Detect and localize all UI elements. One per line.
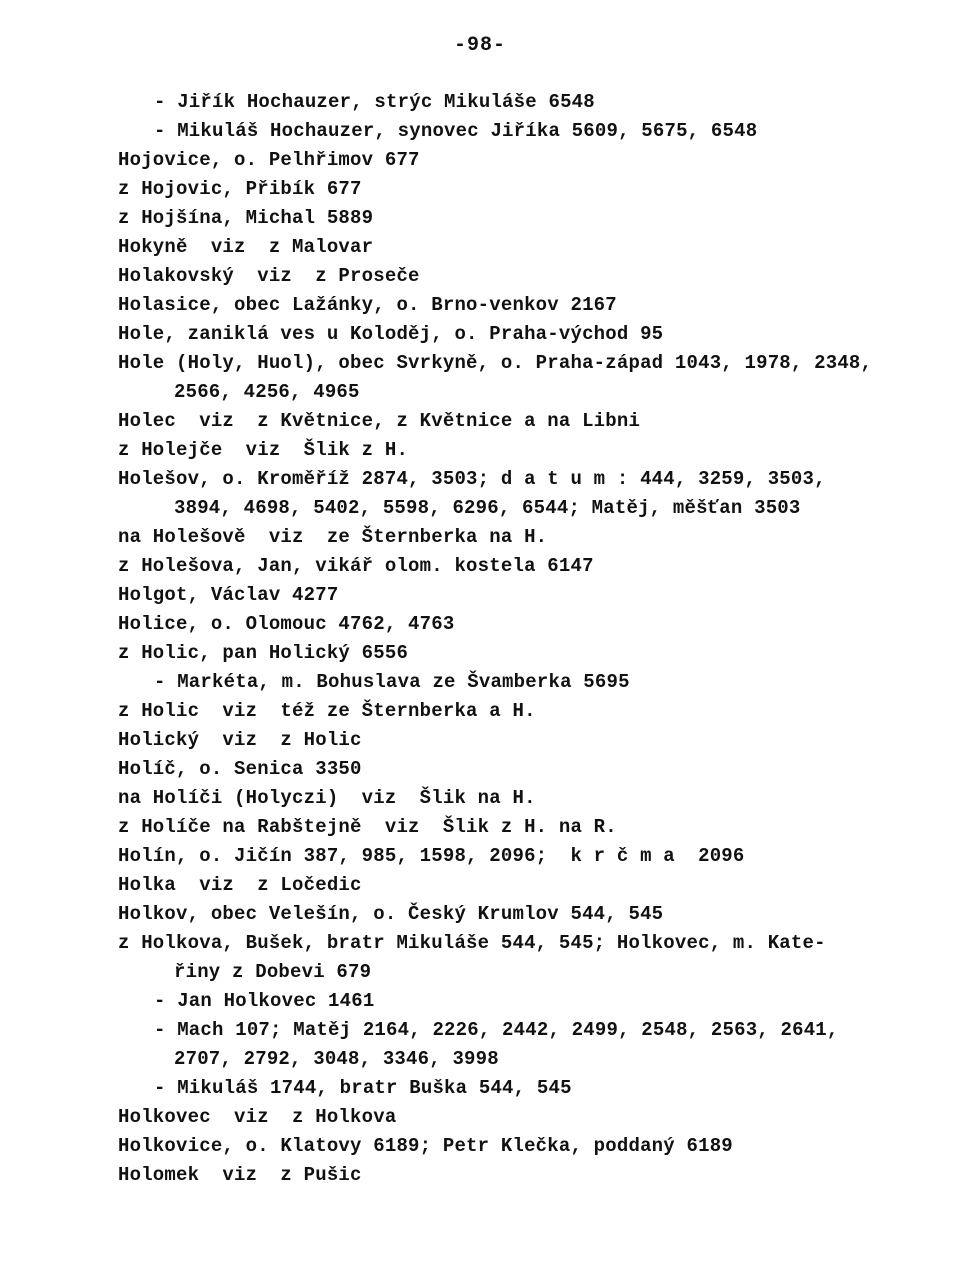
index-line: 3894, 4698, 5402, 5598, 6296, 6544; Matěj, měšťan 3503 [174, 497, 801, 519]
index-line: z Holic viz též ze Šternberka a H. [118, 700, 536, 722]
index-line: na Holíči (Holyczi) viz Šlik na H. [118, 787, 536, 809]
index-line: z Holic, pan Holický 6556 [118, 642, 409, 664]
index-line: na Holešově viz ze Šternberka na H. [118, 526, 548, 548]
index-line: Hole, zaniklá ves u Koloděj, o. Praha-východ 95 [118, 323, 664, 345]
index-line: Holka viz z Ločedic [118, 874, 362, 896]
index-line: Holkovice, o. Klatovy 6189; Petr Klečka, poddaný 6189 [118, 1135, 733, 1157]
index-line: z Holíče na Rabštejně viz Šlik z H. na R. [118, 816, 617, 838]
index-line: Holín, o. Jičín 387, 985, 1598, 2096; k r č m a 2096 [118, 845, 745, 867]
index-line: - Mikuláš 1744, bratr Buška 544, 545 [154, 1077, 572, 1099]
index-line: z Holešova, Jan, vikář olom. kostela 6147 [118, 555, 594, 577]
index-line: Holíč, o. Senica 3350 [118, 758, 362, 780]
index-line: - Mikuláš Hochauzer, synovec Jiříka 5609, 5675, 6548 [154, 120, 758, 142]
index-line: Holický viz z Holic [118, 729, 362, 751]
page-number: -98- [453, 34, 506, 57]
index-line: - Markéta, m. Bohuslava ze Švamberka 5695 [154, 671, 630, 693]
index-line: Hokyně viz z Malovar [118, 236, 374, 258]
index-line: Holkovec viz z Holkova [118, 1106, 397, 1128]
index-entries [118, 88, 918, 1190]
index-line: Holešov, o. Kroměříž 2874, 3503; d a t u m : 444, 3259, 3503, [118, 468, 826, 490]
index-line: - Mach 107; Matěj 2164, 2226, 2442, 2499, 2548, 2563, 2641, [154, 1019, 839, 1041]
index-line: Holkov, obec Velešín, o. Český Krumlov 544, 545 [118, 903, 664, 925]
index-line: z Holkova, Bušek, bratr Mikuláše 544, 545; Holkovec, m. Kate- [118, 932, 826, 954]
index-line: Holice, o. Olomouc 4762, 4763 [118, 613, 455, 635]
index-line: Hojovice, o. Pelhřimov 677 [118, 149, 420, 171]
index-line: 2707, 2792, 3048, 3346, 3998 [174, 1048, 499, 1070]
index-line: Hole (Holy, Huol), obec Svrkyně, o. Praha-západ 1043, 1978, 2348, [118, 352, 873, 374]
index-line: Holakovský viz z Proseče [118, 265, 420, 287]
index-line: 2566, 4256, 4965 [174, 381, 360, 403]
index-line: Holgot, Václav 4277 [118, 584, 339, 606]
index-line: z Holejče viz Šlik z H. [118, 439, 409, 461]
index-line: řiny z Dobevi 679 [174, 961, 372, 983]
index-line: - Jan Holkovec 1461 [154, 990, 375, 1012]
index-line: - Jiřík Hochauzer, strýc Mikuláše 6548 [154, 91, 595, 113]
index-line: z Hojšína, Michal 5889 [118, 207, 374, 229]
index-line: Holasice, obec Lažánky, o. Brno-venkov 2167 [118, 294, 617, 316]
index-line: Holec viz z Květnice, z Květnice a na Libni [118, 410, 641, 432]
index-line: z Hojovic, Přibík 677 [118, 178, 362, 200]
index-line: Holomek viz z Pušic [118, 1164, 362, 1186]
